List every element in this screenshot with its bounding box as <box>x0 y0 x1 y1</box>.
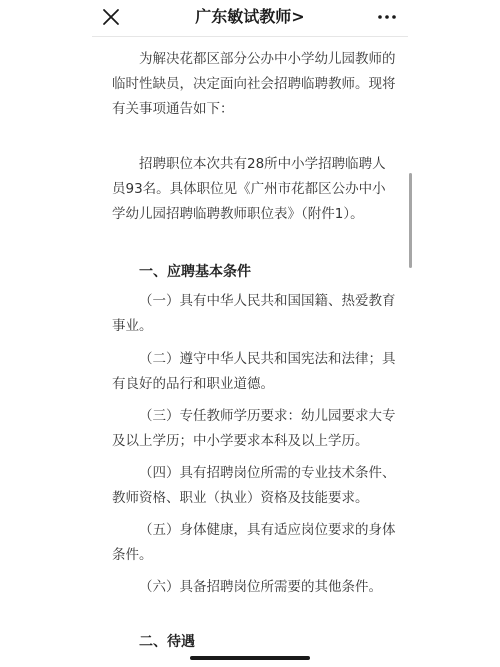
requirement-item: （六）具备招聘岗位所需要的其他条件。 <box>139 579 382 595</box>
section-heading-requirements: 一、应聘基本条件 <box>139 264 251 280</box>
requirement-item: （五）身体健康，具有适应岗位要求的身体条件。 <box>112 522 396 563</box>
requirement-item: （二）遵守中华人民共和国宪法和法律；具有良好的品行和职业道德。 <box>112 351 396 392</box>
section-heading-benefits: 二、待遇 <box>139 634 195 650</box>
requirement-item: （三）专任教师学历要求：幼儿园要求大专及以上学历；中小学要求本科及以上学历。 <box>112 408 396 449</box>
scrollbar[interactable] <box>409 173 412 268</box>
requirement-item: （四）具有招聘岗位所需的专业技术条件、教师资格、职业（执业）资格及技能要求。 <box>112 465 396 506</box>
home-indicator[interactable] <box>190 656 310 660</box>
intro-paragraph: 为解决花都区部分公办中小学幼儿园教师的临时性缺员，决定面向社会招聘临聘教师。现将有关事项通告如下： <box>112 51 396 117</box>
positions-paragraph: 招聘职位本次共有28所中小学招聘临聘人员93名。具体职位见《广州市花都区公办中小学幼儿园招聘临聘教师职位表》（附件1）。 <box>112 156 386 222</box>
account-title-link[interactable]: 广东敏试教师> <box>195 7 305 26</box>
requirement-item: （一）具有中华人民共和国国籍、热爱教育事业。 <box>112 293 396 334</box>
